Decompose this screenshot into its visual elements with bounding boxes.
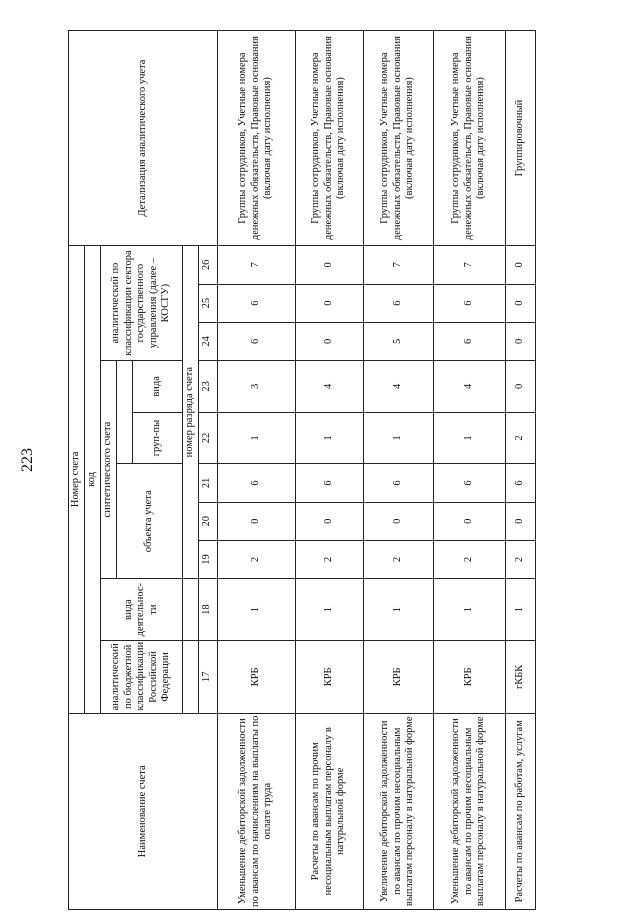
table-row xyxy=(217,31,295,910)
table-row xyxy=(363,31,433,910)
rotated-page xyxy=(68,30,640,910)
cell-c23: 4 xyxy=(363,361,433,413)
cell-c18: 1 xyxy=(363,579,433,641)
cell-c19: 2 xyxy=(363,540,433,578)
cell-c19: 2 xyxy=(217,540,295,578)
table-row xyxy=(295,31,363,910)
cell-c17: КРБ xyxy=(363,641,433,713)
cell-c20: 0 xyxy=(363,502,433,540)
header-account-name: Наименование счета xyxy=(69,713,218,909)
account-name: Расчеты по авансам по прочим несоциальным выплатам персоналу в натуральной форме xyxy=(295,713,363,909)
header-digit-number: номер разряда счета xyxy=(183,246,199,579)
column-number: 18 xyxy=(198,579,217,641)
cell-c23: 4 xyxy=(433,361,505,413)
cell-c23: 4 xyxy=(295,361,363,413)
column-number: 23 xyxy=(198,361,217,413)
cell-c26: 7 xyxy=(433,246,505,284)
table-row xyxy=(433,31,505,910)
account-name: Уменьшение дебиторской задолженности по авансам по начислениям на выплаты по оплате труда xyxy=(217,713,295,909)
cell-c20: 0 xyxy=(505,502,535,540)
cell-c22: 1 xyxy=(217,412,295,464)
column-number: 26 xyxy=(198,246,217,284)
cell-c18: 1 xyxy=(505,579,535,641)
column-number: 19 xyxy=(198,540,217,578)
header-kind: вида xyxy=(133,361,183,413)
account-name: Уменьшение дебиторской задолженности по авансам по прочим несоциальным выплатам персоналу в натуральной форме xyxy=(433,713,505,909)
cell-c26: 0 xyxy=(295,246,363,284)
cell-c21: 6 xyxy=(217,464,295,502)
cell-c17: КРБ xyxy=(217,641,295,713)
cell-c19: 2 xyxy=(505,540,535,578)
cell-c22: 1 xyxy=(433,412,505,464)
detail-cell: Группы сотрудников, Учетные номера денежных обязательств, Правовые основания (включая дату исполнения) xyxy=(433,31,505,246)
cell-c24: 6 xyxy=(433,322,505,360)
cell-c18: 1 xyxy=(433,579,505,641)
column-number: 21 xyxy=(198,464,217,502)
header-kosgu: аналитический по классификации сектора государственного управления (далее – КОСГУ) xyxy=(101,246,183,361)
header-account-object: объекта учета xyxy=(117,464,183,579)
account-name: Расчеты по авансам по работам, услугам xyxy=(505,713,535,909)
column-number: 25 xyxy=(198,284,217,322)
header-budget-classification: аналитический по бюджетной классификации Российской Федерации xyxy=(101,641,183,713)
column-number: 17 xyxy=(198,641,217,713)
cell-c17: гКБК xyxy=(505,641,535,713)
cell-c25: 0 xyxy=(295,284,363,322)
cell-c22: 2 xyxy=(505,412,535,464)
cell-c20: 0 xyxy=(295,502,363,540)
cell-c24: 0 xyxy=(505,322,535,360)
cell-c25: 6 xyxy=(217,284,295,322)
cell-c21: 6 xyxy=(433,464,505,502)
cell-c25: 6 xyxy=(433,284,505,322)
header-activity-type: вида деятельнос-ти xyxy=(101,579,183,641)
cell-c24: 6 xyxy=(217,322,295,360)
cell-c23: 0 xyxy=(505,361,535,413)
cell-c21: 6 xyxy=(295,464,363,502)
cell-c25: 6 xyxy=(363,284,433,322)
detail-cell: Группы сотрудников, Учетные номера денежных обязательств, Правовые основания (включая дату исполнения) xyxy=(363,31,433,246)
page-number: 223 xyxy=(19,448,36,472)
header-group: груп-пы xyxy=(133,412,183,464)
cell-c26: 7 xyxy=(217,246,295,284)
column-number: 20 xyxy=(198,502,217,540)
detail-cell: Группы сотрудников, Учетные номера денежных обязательств, Правовые основания (включая дату исполнения) xyxy=(295,31,363,246)
cell-c22: 1 xyxy=(295,412,363,464)
header-synthetic: синтетического счета xyxy=(101,361,117,579)
header-account-number: Номер счета xyxy=(69,246,85,713)
cell-c19: 2 xyxy=(433,540,505,578)
cell-c26: 7 xyxy=(363,246,433,284)
cell-c24: 0 xyxy=(295,322,363,360)
cell-c19: 2 xyxy=(295,540,363,578)
cell-c25: 0 xyxy=(505,284,535,322)
cell-c18: 1 xyxy=(295,579,363,641)
detail-cell: Группы сотрудников, Учетные номера денежных обязательств, Правовые основания (включая дату исполнения) xyxy=(217,31,295,246)
cell-c24: 5 xyxy=(363,322,433,360)
header-code: код xyxy=(85,246,101,713)
rotated-content xyxy=(68,30,640,910)
cell-c17: КРБ xyxy=(433,641,505,713)
header-blank xyxy=(117,361,133,464)
accounts-table xyxy=(68,30,536,910)
table-row xyxy=(505,31,535,910)
account-name: Увеличение дебиторской задолженности по авансам по прочим несоциальным выплатам персоналу в натуральной форме xyxy=(363,713,433,909)
header-blank-left xyxy=(183,641,199,713)
cell-c21: 6 xyxy=(363,464,433,502)
cell-c20: 0 xyxy=(217,502,295,540)
cell-c23: 3 xyxy=(217,361,295,413)
cell-c18: 1 xyxy=(217,579,295,641)
cell-c26: 0 xyxy=(505,246,535,284)
header-blank-left2 xyxy=(183,579,199,641)
detail-cell: Группировочный xyxy=(505,31,535,246)
cell-c22: 1 xyxy=(363,412,433,464)
column-number: 22 xyxy=(198,412,217,464)
cell-c20: 0 xyxy=(433,502,505,540)
column-number: 24 xyxy=(198,322,217,360)
header-detail: Детализация аналитического учета xyxy=(69,31,218,246)
cell-c21: 6 xyxy=(505,464,535,502)
cell-c17: КРБ xyxy=(295,641,363,713)
